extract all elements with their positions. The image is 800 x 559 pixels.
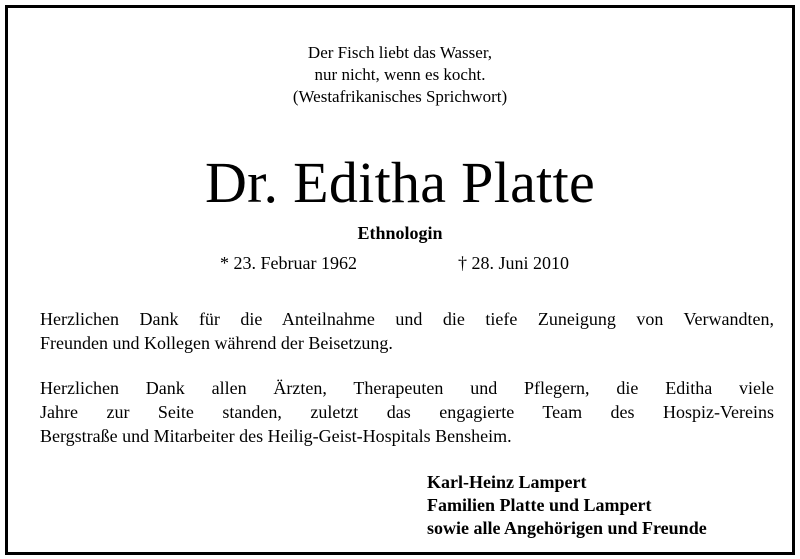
signature-line-1: Karl-Heinz Lampert: [427, 472, 587, 492]
paragraph-line: Freunden und Kollegen während der Beisetzung.: [40, 333, 393, 353]
signature-line-3: sowie alle Angehörigen und Freunde: [427, 518, 707, 538]
quote-line-2: nur nicht, wenn es kocht.: [314, 65, 486, 84]
deceased-profession: Ethnologin: [357, 223, 443, 243]
signature-block: [427, 471, 707, 540]
thanks-paragraph-1: [40, 307, 774, 355]
paragraph-line: Herzlichen Dank allen Ärzten, Therapeuten und Pflegern, die Editha viele: [40, 378, 774, 398]
epigraph-quote: [8, 42, 792, 108]
thanks-paragraph-2: [40, 376, 774, 448]
quote-line-1: Der Fisch liebt das Wasser,: [307, 43, 493, 62]
birth-date: * 23. Februar 1962: [220, 253, 357, 273]
signature-line-2: Familien Platte und Lampert: [427, 495, 652, 515]
quote-line-3: (Westafrikanisches Sprichwort): [292, 87, 508, 106]
deceased-name: Dr. Editha Platte: [204, 150, 596, 215]
paragraph-line: Herzlichen Dank für die Anteilnahme und die tiefe Zuneigung von Verwandten,: [40, 309, 774, 329]
obituary-frame: [5, 5, 795, 555]
paragraph-line: Bergstraße und Mitarbeiter des Heilig-Geist-Hospitals Bensheim.: [40, 426, 512, 446]
death-date: † 28. Juni 2010: [458, 253, 570, 273]
paragraph-line: Jahre zur Seite standen, zuletzt das engagierte Team des Hospiz-Vereins: [40, 402, 774, 422]
